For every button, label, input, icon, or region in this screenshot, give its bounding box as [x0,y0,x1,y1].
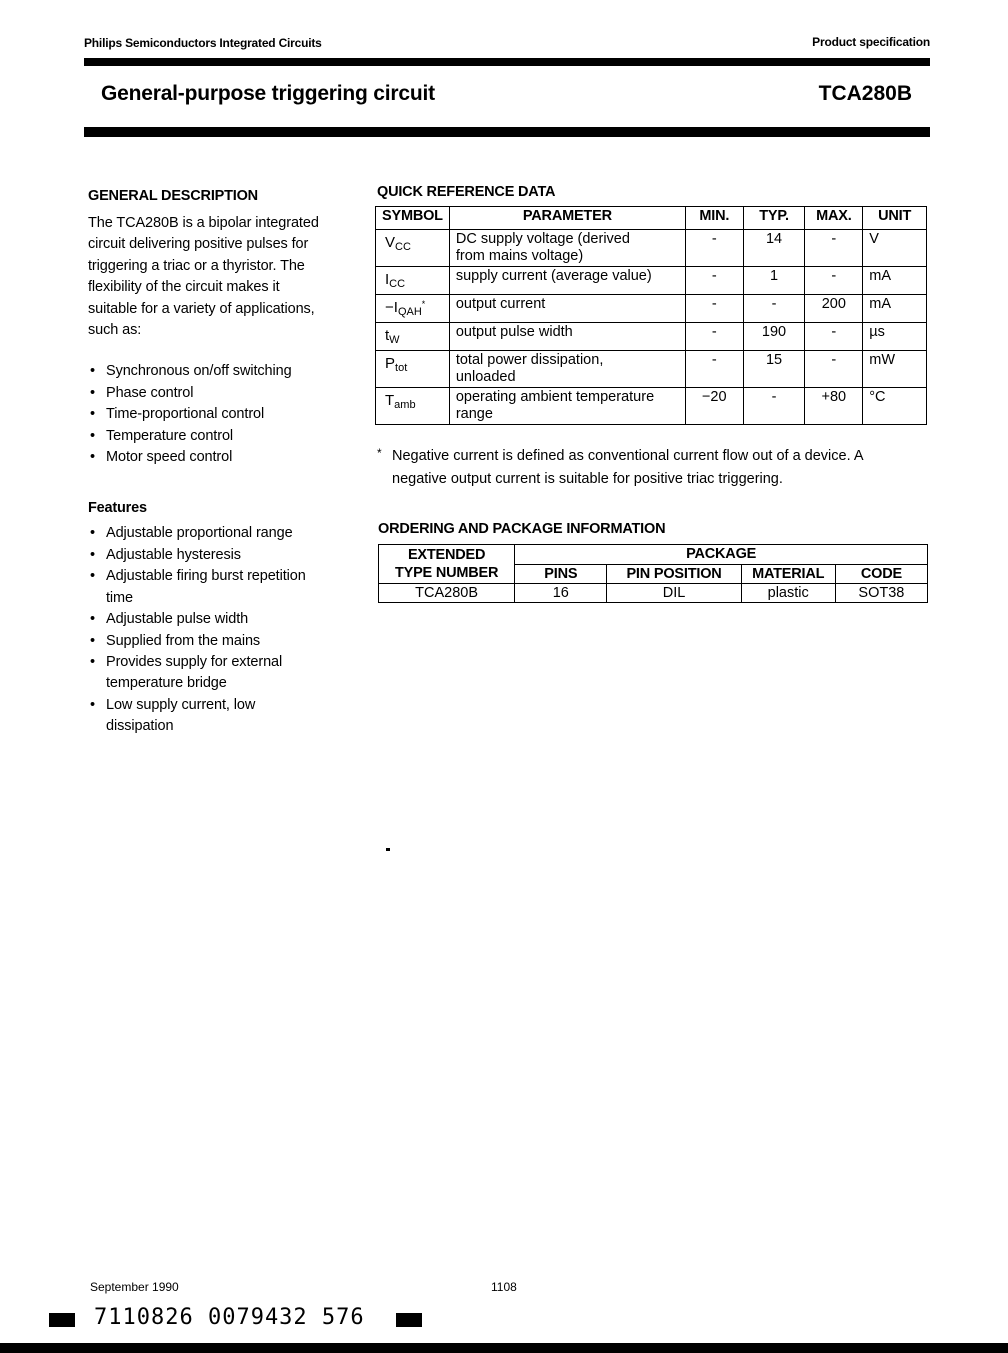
description-line: triggering a triac or a thyristor. The [88,257,305,274]
cell-parameter: output pulse width [449,323,685,351]
ordering-table [378,544,928,603]
list-item: • Provides supply for external temperature bridge [90,653,283,692]
description-line: suitable for a variety of applications, [88,300,315,317]
scan-speck [386,848,390,851]
list-item: • Low supply current, low dissipation [90,696,256,735]
cell-min: - [685,267,743,295]
column-header: MAX. [805,207,863,230]
cell-min: - [685,230,743,267]
table-row [376,351,927,388]
left-column [88,188,358,738]
table-row [379,584,928,603]
table-header-row [379,545,928,565]
part-number: TCA280B [818,82,912,105]
features-heading: Features [88,500,147,517]
bullet-icon: • [90,449,95,466]
quick-reference-table [375,206,927,425]
list-item: • Adjustable proportional range [88,523,358,544]
header-rule-bottom [84,127,930,137]
column-header: PINS [515,564,607,584]
list-item: • Temperature control [88,426,358,447]
bullet-icon: • [90,568,95,585]
bullet-icon: • [90,611,95,628]
list-item: • Supplied from the mains [88,631,358,652]
list-item: • Motor speed control [88,447,358,468]
bullet-icon: • [90,406,95,423]
footnote [377,445,937,491]
bullet-icon: • [90,427,95,444]
list-item: • Time-proportional control [88,404,358,425]
cell-min: - [685,323,743,351]
table-header-row [376,207,927,230]
column-header-package: PACKAGE [515,545,928,565]
bullet-icon: • [90,525,95,542]
column-header-type: EXTENDED TYPE NUMBER [379,545,515,584]
column-header: CODE [835,564,927,584]
cell-parameter: supply current (average value) [449,267,685,295]
cell-parameter: operating ambient temperature range [449,388,685,425]
applications-list [88,361,358,468]
cell-symbol: $V_{CC}$ [376,230,450,267]
column-header: PIN POSITION [607,564,741,584]
cell-pin-position: DIL [607,584,741,603]
cell-unit: mA [863,267,927,295]
list-item: • Phase control [88,383,358,404]
column-header: TYP. [743,207,805,230]
cell-typ: 15 [743,351,805,388]
footnote-line: Negative current is defined as conventional current flow out of a device. A [392,448,864,464]
column-header: PARAMETER [449,207,685,230]
cell-symbol: $I_{CC}$ [376,267,450,295]
bullet-icon: • [90,546,95,563]
column-header: SYMBOL [376,207,450,230]
header-doc-type: Product specification [812,35,930,49]
ordering-heading: ORDERING AND PACKAGE INFORMATION [378,521,666,537]
cell-symbol: $P_{tot}$ [376,351,450,388]
cell-symbol: $T_{amb}$ [376,388,450,425]
footer-date: September 1990 [90,1280,179,1294]
column-header: MIN. [685,207,743,230]
cell-max: 200 [805,295,863,323]
cell-max: - [805,267,863,295]
table-row [376,295,927,323]
features-list [88,523,358,737]
footnote-line: negative output current is suitable for positive triac triggering. [392,471,783,487]
list-item: • Adjustable firing burst repetition time [90,568,306,606]
column-header: MATERIAL [741,564,835,584]
bottom-rule [0,1343,1008,1353]
cell-typ: 1 [743,267,805,295]
description-line: flexibility of the circuit makes it [88,279,280,296]
list-item: • Synchronous on/off switching [88,361,358,382]
cell-min: −20 [685,388,743,425]
description-line: circuit delivering positive pulses for [88,236,309,253]
cell-material: plastic [741,584,835,603]
cell-max: +80 [805,388,863,425]
general-description-heading: GENERAL DESCRIPTION [88,188,258,204]
cell-unit: mA [863,295,927,323]
cell-typ: 14 [743,230,805,267]
cell-max: - [805,323,863,351]
bullet-icon: • [90,363,95,380]
footnote-marker: * [377,446,382,460]
bullet-icon: • [90,632,95,649]
bullet-icon: • [90,653,95,670]
cell-unit: µs [863,323,927,351]
bullet-icon: • [90,384,95,401]
general-description-text [88,213,358,341]
cell-symbol: $t_W$ [376,323,450,351]
cell-typ: 190 [743,323,805,351]
description-line: The TCA280B is a bipolar integrated [88,215,319,231]
table-row [376,323,927,351]
cell-parameter: total power dissipation, unloaded [449,351,685,388]
list-item: • Adjustable hysteresis [88,545,358,566]
cell-parameter: output current [449,295,685,323]
header-rule-top [84,58,930,66]
cell-unit: mW [863,351,927,388]
page-number: 1108 [491,1280,517,1294]
bullet-icon: • [90,696,95,713]
table-row [376,230,927,267]
cell-typ: - [743,388,805,425]
cell-min: - [685,351,743,388]
cell-typ: - [743,295,805,323]
cell-pins: 16 [515,584,607,603]
cell-max: - [805,230,863,267]
barcode-marker-left [49,1313,75,1327]
table-row [376,267,927,295]
cell-parameter: DC supply voltage (derived from mains voltage) [449,230,685,267]
cell-type: TCA280B [379,584,515,603]
barcode-marker-right [396,1313,422,1327]
cell-symbol: $-I_{QAH}^*$ [376,295,450,323]
cell-unit: V [863,230,927,267]
quick-reference-heading: QUICK REFERENCE DATA [377,184,556,200]
list-item: • Adjustable pulse width [88,609,358,630]
page-title: General-purpose triggering circuit [101,82,435,105]
table-row [376,388,927,425]
cell-min: - [685,295,743,323]
cell-max: - [805,351,863,388]
cell-code: SOT38 [835,584,927,603]
column-header: UNIT [863,207,927,230]
cell-unit: °C [863,388,927,425]
header-company: Philips Semiconductors Integrated Circuits [84,36,322,50]
barcode-number: 7110826 0079432 576 [94,1305,365,1330]
description-line: such as: [88,322,142,339]
